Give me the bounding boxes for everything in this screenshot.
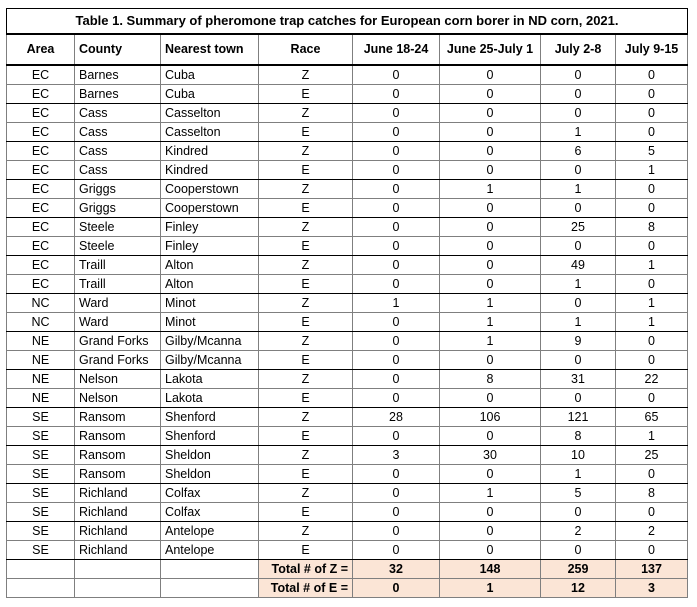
total-value: 3 [616,579,688,598]
week3-cell: 25 [541,218,616,237]
week2-cell: 0 [440,65,541,85]
week1-cell: 0 [353,237,440,256]
race-cell: Z [259,65,353,85]
area-cell: EC [7,275,75,294]
week4-cell: 1 [616,427,688,446]
week4-cell: 0 [616,237,688,256]
race-cell: E [259,161,353,180]
table-row [7,408,688,427]
week4-cell: 0 [616,541,688,560]
week2-cell: 1 [440,313,541,332]
week3-cell: 0 [541,541,616,560]
county-cell: Traill [75,256,161,275]
week4-cell: 2 [616,522,688,541]
table-row [7,522,688,541]
week4-cell: 1 [616,256,688,275]
county-cell: Nelson [75,389,161,408]
total-label: Total # of Z = [259,560,353,579]
week4-cell: 0 [616,123,688,142]
week4-cell: 8 [616,484,688,503]
total-value: 32 [353,560,440,579]
week1-cell: 0 [353,180,440,199]
week4-cell: 0 [616,389,688,408]
week4-cell: 0 [616,503,688,522]
area-cell: EC [7,65,75,85]
week2-cell: 0 [440,275,541,294]
race-cell: Z [259,484,353,503]
total-value: 148 [440,560,541,579]
area-cell: NC [7,294,75,313]
week1-cell: 0 [353,370,440,389]
area-cell: EC [7,123,75,142]
week2-cell: 0 [440,104,541,123]
town-cell: Colfax [161,503,259,522]
week1-cell: 0 [353,275,440,294]
week3-cell: 6 [541,142,616,161]
week1-cell: 0 [353,199,440,218]
week2-cell: 0 [440,503,541,522]
table-row [7,85,688,104]
week3-cell: 0 [541,237,616,256]
race-cell: E [259,85,353,104]
week2-cell: 0 [440,427,541,446]
table-row [7,294,688,313]
race-cell: E [259,123,353,142]
week2-cell: 0 [440,237,541,256]
table-row [7,161,688,180]
area-cell: NC [7,313,75,332]
race-cell: E [259,541,353,560]
town-cell: Colfax [161,484,259,503]
county-cell: Griggs [75,180,161,199]
week3-cell: 0 [541,161,616,180]
county-cell: Richland [75,484,161,503]
table-row [7,370,688,389]
race-cell: Z [259,522,353,541]
week2-cell: 106 [440,408,541,427]
week4-cell: 65 [616,408,688,427]
race-cell: Z [259,294,353,313]
county-cell: Richland [75,522,161,541]
week3-cell: 2 [541,522,616,541]
county-cell: Barnes [75,85,161,104]
week4-cell: 8 [616,218,688,237]
empty-cell [75,579,161,598]
town-cell: Gilby/Mcanna [161,332,259,351]
county-cell: Nelson [75,370,161,389]
table-row [7,389,688,408]
town-cell: Antelope [161,541,259,560]
table-row [7,313,688,332]
table-row [7,180,688,199]
town-cell: Sheldon [161,446,259,465]
race-cell: Z [259,142,353,161]
town-cell: Lakota [161,389,259,408]
race-cell: Z [259,446,353,465]
week3-cell: 8 [541,427,616,446]
week3-cell: 1 [541,123,616,142]
table-row [7,256,688,275]
county-cell: Richland [75,503,161,522]
totals-body [7,560,688,598]
week1-cell: 0 [353,142,440,161]
area-cell: EC [7,218,75,237]
town-cell: Cuba [161,65,259,85]
race-cell: Z [259,180,353,199]
county-cell: Cass [75,104,161,123]
column-header: Area [7,34,75,65]
town-cell: Casselton [161,123,259,142]
county-cell: Traill [75,275,161,294]
totals-row-z [7,560,688,579]
total-value: 137 [616,560,688,579]
table-row [7,427,688,446]
table-row [7,199,688,218]
county-cell: Ransom [75,465,161,484]
town-cell: Shenford [161,427,259,446]
total-value: 259 [541,560,616,579]
table-row [7,123,688,142]
week1-cell: 0 [353,503,440,522]
area-cell: NE [7,370,75,389]
table-container [6,8,687,598]
town-cell: Finley [161,218,259,237]
week1-cell: 0 [353,218,440,237]
week4-cell: 5 [616,142,688,161]
town-cell: Gilby/Mcanna [161,351,259,370]
week3-cell: 121 [541,408,616,427]
week4-cell: 0 [616,85,688,104]
total-label: Total # of E = [259,579,353,598]
table-row [7,503,688,522]
race-cell: Z [259,218,353,237]
race-cell: E [259,313,353,332]
week2-cell: 0 [440,85,541,104]
area-cell: EC [7,161,75,180]
week4-cell: 0 [616,104,688,123]
week3-cell: 0 [541,503,616,522]
town-cell: Minot [161,313,259,332]
week3-cell: 49 [541,256,616,275]
week2-cell: 0 [440,465,541,484]
week1-cell: 0 [353,484,440,503]
week3-cell: 0 [541,389,616,408]
week1-cell: 0 [353,427,440,446]
town-cell: Kindred [161,161,259,180]
county-cell: Barnes [75,65,161,85]
town-cell: Casselton [161,104,259,123]
empty-cell [75,560,161,579]
area-cell: EC [7,237,75,256]
week1-cell: 0 [353,389,440,408]
week3-cell: 1 [541,465,616,484]
county-cell: Steele [75,237,161,256]
race-cell: E [259,351,353,370]
week3-cell: 0 [541,65,616,85]
town-cell: Sheldon [161,465,259,484]
county-cell: Richland [75,541,161,560]
table-row [7,275,688,294]
table-row [7,237,688,256]
week1-cell: 0 [353,104,440,123]
week2-cell: 0 [440,522,541,541]
race-cell: Z [259,408,353,427]
area-cell: EC [7,180,75,199]
week1-cell: 0 [353,85,440,104]
race-cell: Z [259,256,353,275]
week1-cell: 1 [353,294,440,313]
table-row [7,351,688,370]
race-cell: E [259,275,353,294]
race-cell: E [259,237,353,256]
week1-cell: 28 [353,408,440,427]
area-cell: SE [7,465,75,484]
week1-cell: 0 [353,465,440,484]
area-cell: NE [7,351,75,370]
empty-cell [7,560,75,579]
county-cell: Ransom [75,427,161,446]
area-cell: NE [7,389,75,408]
week1-cell: 3 [353,446,440,465]
week3-cell: 5 [541,484,616,503]
week3-cell: 0 [541,294,616,313]
town-cell: Alton [161,256,259,275]
column-header: June 18-24 [353,34,440,65]
race-cell: E [259,427,353,446]
week2-cell: 30 [440,446,541,465]
week2-cell: 0 [440,218,541,237]
week4-cell: 0 [616,465,688,484]
week4-cell: 25 [616,446,688,465]
week3-cell: 1 [541,275,616,294]
week2-cell: 0 [440,351,541,370]
week4-cell: 0 [616,180,688,199]
week1-cell: 0 [353,332,440,351]
week1-cell: 0 [353,123,440,142]
week2-cell: 1 [440,332,541,351]
week2-cell: 0 [440,256,541,275]
town-cell: Cuba [161,85,259,104]
totals-row-e [7,579,688,598]
total-value: 0 [353,579,440,598]
area-cell: SE [7,427,75,446]
week1-cell: 0 [353,313,440,332]
area-cell: SE [7,503,75,522]
area-cell: EC [7,199,75,218]
table-row [7,446,688,465]
week3-cell: 0 [541,104,616,123]
total-value: 12 [541,579,616,598]
week1-cell: 0 [353,351,440,370]
week2-cell: 0 [440,161,541,180]
week4-cell: 0 [616,65,688,85]
week2-cell: 8 [440,370,541,389]
week3-cell: 0 [541,351,616,370]
week1-cell: 0 [353,161,440,180]
week2-cell: 0 [440,142,541,161]
town-cell: Kindred [161,142,259,161]
county-cell: Grand Forks [75,351,161,370]
table-row [7,484,688,503]
week3-cell: 1 [541,313,616,332]
week4-cell: 0 [616,275,688,294]
column-header: June 25-July 1 [440,34,541,65]
area-cell: EC [7,104,75,123]
week2-cell: 0 [440,389,541,408]
table-row [7,142,688,161]
column-header: Nearest town [161,34,259,65]
county-cell: Cass [75,123,161,142]
area-cell: EC [7,142,75,161]
table-row [7,218,688,237]
column-header: County [75,34,161,65]
table-row [7,332,688,351]
area-cell: SE [7,446,75,465]
week4-cell: 0 [616,351,688,370]
empty-cell [161,579,259,598]
county-cell: Steele [75,218,161,237]
trap-catch-table [6,8,688,598]
table-row [7,465,688,484]
week4-cell: 1 [616,294,688,313]
week3-cell: 10 [541,446,616,465]
week4-cell: 1 [616,313,688,332]
week1-cell: 0 [353,65,440,85]
column-header: Race [259,34,353,65]
town-cell: Antelope [161,522,259,541]
county-cell: Griggs [75,199,161,218]
table-row [7,541,688,560]
total-value: 1 [440,579,541,598]
county-cell: Ransom [75,408,161,427]
county-cell: Cass [75,142,161,161]
county-cell: Ransom [75,446,161,465]
week2-cell: 1 [440,180,541,199]
race-cell: Z [259,332,353,351]
empty-cell [7,579,75,598]
town-cell: Finley [161,237,259,256]
empty-cell [161,560,259,579]
area-cell: EC [7,85,75,104]
week1-cell: 0 [353,541,440,560]
county-cell: Ward [75,294,161,313]
race-cell: E [259,503,353,522]
column-header: July 2-8 [541,34,616,65]
race-cell: Z [259,370,353,389]
race-cell: E [259,465,353,484]
town-cell: Minot [161,294,259,313]
race-cell: Z [259,104,353,123]
week3-cell: 0 [541,199,616,218]
race-cell: E [259,199,353,218]
week4-cell: 1 [616,161,688,180]
column-header: July 9-15 [616,34,688,65]
week2-cell: 0 [440,541,541,560]
header-row [7,34,688,65]
table-row [7,104,688,123]
race-cell: E [259,389,353,408]
week2-cell: 0 [440,123,541,142]
area-cell: SE [7,522,75,541]
week2-cell: 1 [440,294,541,313]
town-cell: Cooperstown [161,180,259,199]
week3-cell: 31 [541,370,616,389]
town-cell: Lakota [161,370,259,389]
week2-cell: 0 [440,199,541,218]
town-cell: Shenford [161,408,259,427]
week3-cell: 0 [541,85,616,104]
county-cell: Grand Forks [75,332,161,351]
week1-cell: 0 [353,256,440,275]
county-cell: Ward [75,313,161,332]
county-cell: Cass [75,161,161,180]
area-cell: NE [7,332,75,351]
table-title: Table 1. Summary of pheromone trap catches for European corn borer in ND corn, 2021. [7,9,688,35]
week1-cell: 0 [353,522,440,541]
area-cell: EC [7,256,75,275]
area-cell: SE [7,484,75,503]
table-row [7,65,688,85]
week3-cell: 1 [541,180,616,199]
week4-cell: 0 [616,199,688,218]
week3-cell: 9 [541,332,616,351]
area-cell: SE [7,408,75,427]
area-cell: SE [7,541,75,560]
week4-cell: 22 [616,370,688,389]
week2-cell: 1 [440,484,541,503]
town-cell: Cooperstown [161,199,259,218]
town-cell: Alton [161,275,259,294]
table-body [7,65,688,560]
week4-cell: 0 [616,332,688,351]
